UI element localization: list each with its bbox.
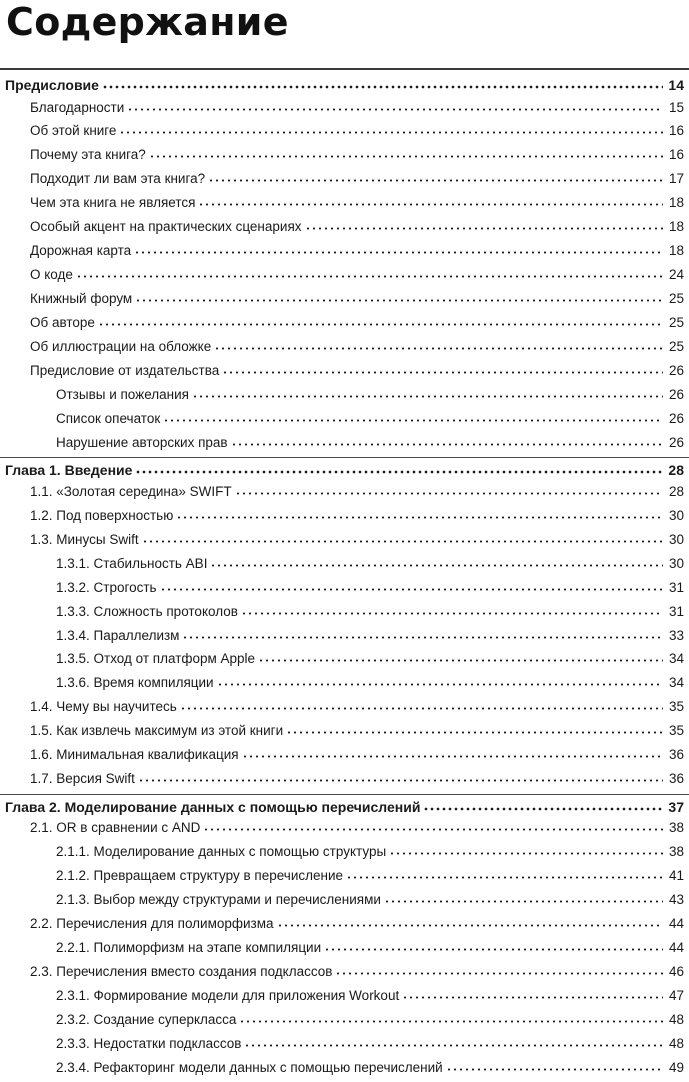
toc-page-number: 30: [668, 507, 684, 523]
toc-chapter: [0, 794, 689, 819]
toc-page-number: 44: [668, 939, 684, 955]
toc-page-number: 48: [668, 1035, 684, 1051]
dot-leader: [244, 1035, 663, 1049]
dot-leader: [242, 747, 663, 761]
toc-entry-title: Глава 1. Введение: [5, 462, 133, 479]
toc-entry: [0, 530, 689, 554]
toc-entry: [0, 698, 689, 722]
dot-leader: [76, 267, 663, 281]
dot-leader: [239, 1011, 663, 1025]
toc-page-number: 28: [668, 483, 684, 499]
toc-page-number: 47: [668, 987, 684, 1003]
dot-leader: [176, 507, 663, 521]
toc-entry-title: Особый акцент на практических сценариях: [30, 219, 302, 235]
toc-entry: [0, 915, 689, 939]
toc-page-number: 33: [668, 627, 684, 643]
toc-page-number: 18: [668, 219, 684, 235]
toc-page-number: 48: [668, 1011, 684, 1027]
toc-entry-title: Об иллюстрации на обложке: [30, 339, 212, 355]
toc-entry: [0, 338, 689, 362]
dot-leader: [286, 723, 663, 737]
dot-leader: [192, 386, 663, 400]
toc-entry: [0, 314, 689, 338]
dot-leader: [142, 531, 663, 545]
toc-entry-title: Книжный форум: [30, 291, 133, 307]
toc-page-number: 16: [668, 123, 684, 139]
toc-entry: [0, 290, 689, 314]
toc-entry: [0, 170, 689, 194]
dot-leader: [134, 243, 663, 257]
toc-page-number: 17: [668, 171, 684, 187]
toc-entry-title: Об авторе: [30, 315, 95, 331]
toc-page-number: 30: [668, 531, 684, 547]
dot-leader: [208, 171, 663, 185]
toc-entry-title: 1.2. Под поверхностью: [30, 507, 174, 523]
toc-entry-title: 1.3.1. Стабильность ABI: [56, 555, 208, 571]
dot-leader: [163, 410, 663, 424]
toc-entry-title: 1.3.6. Время компиляции: [56, 675, 214, 691]
toc-entry-title: 1.3.2. Строгость: [56, 579, 157, 595]
toc-page-number: 38: [668, 844, 684, 860]
toc-page-number: 26: [668, 434, 684, 450]
toc-entry: [0, 98, 689, 122]
toc-entry-title: 1.1. «Золотая середина» SWIFT: [30, 483, 232, 499]
dot-leader: [119, 123, 663, 137]
toc-entry-title: Дорожная карта: [30, 243, 132, 259]
toc-entry-title: Почему эта книга?: [30, 147, 146, 163]
toc-page-number: 43: [668, 892, 684, 908]
toc-entry-title: Предисловие: [5, 77, 99, 93]
toc-entry-title: Нарушение авторских прав: [56, 434, 228, 450]
toc-entry-title: 1.4. Чему вы научитесь: [30, 699, 177, 715]
dot-leader: [446, 1059, 663, 1073]
toc-page-number: 24: [668, 267, 684, 283]
toc-entry: [0, 650, 689, 674]
toc-entry-title: 1.3.5. Отход от платформ Apple: [56, 651, 256, 667]
toc-page-number: 25: [668, 339, 684, 355]
dot-leader: [346, 868, 663, 882]
toc-page-number: 26: [668, 410, 684, 426]
title-rule: [0, 68, 689, 70]
toc-entry-title: 2.1.1. Моделирование данных с помощью структуры: [56, 844, 387, 860]
toc-page-number: 44: [668, 916, 684, 931]
dot-leader: [389, 844, 663, 858]
toc-page-number: 46: [668, 963, 684, 979]
dot-leader: [231, 434, 663, 448]
toc-page-number: 49: [668, 1059, 684, 1075]
toc-entry-title: 2.1.2. Превращаем структуру в перечисление: [56, 868, 344, 884]
toc-page-number: 31: [668, 579, 684, 595]
dot-leader: [198, 195, 663, 209]
dot-leader: [217, 675, 663, 689]
toc-entry: [0, 218, 689, 242]
dot-leader: [149, 147, 663, 161]
toc-entry-title: 2.2.1. Полиморфизм на этапе компиляции: [56, 939, 322, 955]
toc-entry: [0, 361, 689, 385]
toc-entry-title: 2.3.1. Формирование модели для приложения Workout: [56, 987, 400, 1003]
toc-page-number: 34: [668, 675, 684, 691]
toc-page-number: 18: [668, 243, 684, 259]
toc-entry-title: Подходит ли вам эта книга?: [30, 171, 206, 187]
toc-page-number: 25: [668, 315, 684, 331]
dot-leader: [402, 987, 663, 1001]
toc-entry: [0, 986, 689, 1010]
toc-entry: [0, 1058, 689, 1082]
toc-chapter: [0, 73, 689, 98]
dot-leader: [258, 651, 663, 665]
toc-entry-title: Чем эта книга не является: [30, 195, 196, 211]
dot-leader: [241, 603, 663, 617]
toc-entry: [0, 146, 689, 170]
dot-leader: [335, 963, 663, 977]
toc-page-number: 37: [668, 798, 684, 815]
dot-leader: [277, 916, 664, 930]
toc-page-number: 36: [668, 771, 684, 787]
toc-entry-title: 2.1. OR в сравнении с AND: [30, 820, 201, 836]
toc-entry: [0, 409, 689, 433]
toc-entry-title: Список опечаток: [56, 410, 161, 426]
toc-entry-title: 2.3.4. Рефакторинг модели данных с помощью перечислений: [56, 1059, 443, 1075]
toc-entry: [0, 770, 689, 794]
dot-leader: [182, 627, 663, 641]
toc-page-number: 41: [668, 868, 684, 884]
dot-leader: [127, 99, 663, 113]
toc-page-number: 31: [668, 603, 684, 619]
toc-page-number: 14: [668, 77, 684, 93]
dot-leader: [384, 892, 663, 906]
toc-entry: [0, 385, 689, 409]
toc-entry: [0, 482, 689, 506]
toc-page-number: 25: [668, 291, 684, 307]
dot-leader: [135, 291, 663, 305]
toc-entry: [0, 867, 689, 891]
dot-leader: [423, 799, 663, 813]
toc-entry: [0, 602, 689, 626]
toc-entry-title: 1.3. Минусы Swift: [30, 531, 139, 547]
toc-page-number: 35: [668, 723, 684, 739]
toc-entry-title: 1.3.4. Параллелизм: [56, 627, 180, 643]
toc-entry: [0, 938, 689, 962]
toc-entry-title: Об этой книге: [30, 123, 117, 139]
toc-list: [0, 73, 689, 1082]
dot-leader: [138, 771, 663, 785]
toc-entry-title: 2.3. Перечисления вместо создания подклассов: [30, 963, 333, 979]
dot-leader: [324, 939, 663, 953]
toc-entry: [0, 843, 689, 867]
toc-entry-title: Глава 2. Моделирование данных с помощью перечислений: [5, 798, 421, 815]
toc-entry-title: 2.1.3. Выбор между структурами и перечислениями: [56, 892, 381, 908]
dot-leader: [222, 362, 663, 376]
toc-chapter: [0, 457, 689, 482]
toc-entry: [0, 1034, 689, 1058]
toc-entry-title: Предисловие от издательства: [30, 362, 220, 378]
toc-entry: [0, 242, 689, 266]
toc-entry: [0, 578, 689, 602]
dot-leader: [203, 820, 663, 834]
toc-page-number: 26: [668, 362, 684, 378]
dot-leader: [305, 219, 663, 233]
toc-entry: [0, 626, 689, 650]
toc-page-number: 15: [668, 99, 684, 115]
toc-entry: [0, 1010, 689, 1034]
page-title: Содержание: [6, 0, 289, 44]
toc-page-number: 16: [668, 147, 684, 163]
dot-leader: [160, 579, 663, 593]
dot-leader: [235, 483, 663, 497]
toc-page-number: 28: [668, 462, 684, 479]
dot-leader: [102, 77, 663, 91]
toc-entry: [0, 433, 689, 457]
dot-leader: [214, 339, 663, 353]
toc-page-number: 26: [668, 386, 684, 402]
toc-entry-title: 2.3.3. Недостатки подклассов: [56, 1035, 242, 1051]
toc-entry: [0, 891, 689, 915]
toc-entry: [0, 194, 689, 218]
toc-entry-title: 1.7. Версия Swift: [30, 771, 135, 787]
dot-leader: [135, 462, 663, 476]
toc-entry-title: 1.3.3. Сложность протоколов: [56, 603, 238, 619]
toc-entry: [0, 722, 689, 746]
toc-entry-title: 1.5. Как извлечь максимум из этой книги: [30, 723, 284, 739]
toc-entry: [0, 506, 689, 530]
dot-leader: [180, 699, 663, 713]
toc-entry-title: Отзывы и пожелания: [56, 386, 189, 402]
toc-page-number: 38: [668, 820, 684, 836]
toc-page-number: 30: [668, 555, 684, 571]
toc-entry: [0, 819, 689, 843]
toc-entry-title: 1.6. Минимальная квалификация: [30, 747, 239, 763]
toc-entry: [0, 962, 689, 986]
toc-entry: [0, 746, 689, 770]
toc-page-number: 35: [668, 699, 684, 715]
dot-leader: [210, 555, 663, 569]
toc-page-number: 34: [668, 651, 684, 667]
toc-page-number: 18: [668, 195, 684, 211]
toc-entry: [0, 674, 689, 698]
toc-entry: [0, 554, 689, 578]
toc-page-number: 36: [668, 747, 684, 763]
toc-entry-title: Благодарности: [30, 99, 125, 115]
toc-entry: [0, 122, 689, 146]
dot-leader: [98, 315, 663, 329]
toc-entry-title: О коде: [30, 267, 73, 283]
toc-entry-title: 2.3.2. Создание суперкласса: [56, 1011, 237, 1027]
toc-entry-title: 2.2. Перечисления для полиморфизма: [30, 916, 274, 931]
toc-entry: [0, 266, 689, 290]
